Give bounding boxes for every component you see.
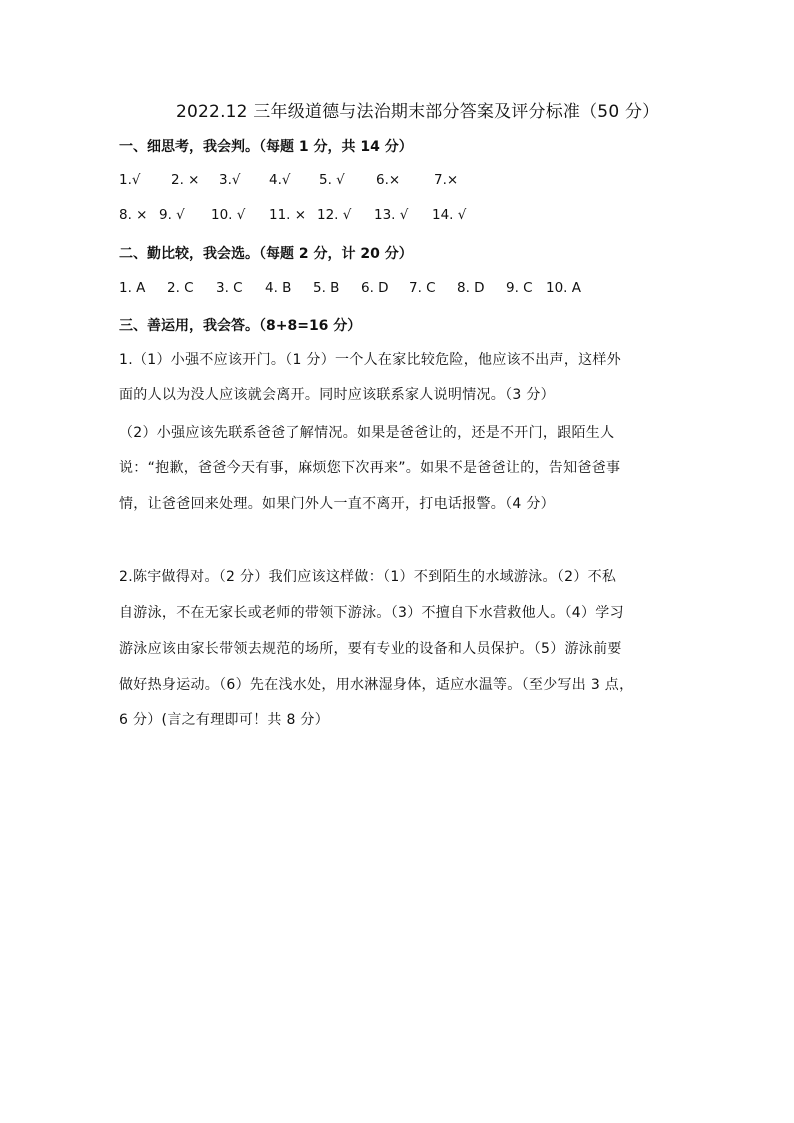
- answer-line: 6 分）(言之有理即可！共 8 分）: [119, 712, 330, 728]
- answer-item: 5. B: [313, 280, 340, 296]
- answer-item: 13. √: [374, 207, 409, 223]
- answer-item: 1. A: [119, 280, 146, 296]
- answer-item: 4.√: [269, 172, 291, 188]
- answer-line: 情，让爸爸回来处理。如果门外人一直不离开，打电话报警。（4 分）: [119, 496, 555, 512]
- answer-line: 面的人以为没人应该就会离开。同时应该联系家人说明情况。（3 分）: [119, 387, 555, 403]
- answer-item: 14. √: [432, 207, 467, 223]
- answer-item: 2. ×: [171, 172, 200, 188]
- page-title: 2022.12 三年级道德与法治期末部分答案及评分标准（50 分）: [176, 102, 660, 122]
- answer-item: 12. √: [317, 207, 352, 223]
- answer-line: 游泳应该由家长带领去规范的场所，要有专业的设备和人员保护。（5）游泳前要: [119, 641, 622, 657]
- answer-line: （2）小强应该先联系爸爸了解情况。如果是爸爸让的，还是不开门，跟陌生人: [119, 425, 615, 441]
- answer-item: 6. D: [361, 280, 389, 296]
- section3-heading: 三、善运用，我会答。（8+8=16 分）: [119, 318, 362, 334]
- answer-item: 3.√: [219, 172, 241, 188]
- answer-item: 9. C: [506, 280, 533, 296]
- answer-line: 自游泳，不在无家长或老师的带领下游泳。（3）不擅自下水营救他人。（4）学习: [119, 605, 624, 621]
- answer-item: 7.×: [434, 172, 459, 188]
- answer-item: 5. √: [319, 172, 345, 188]
- answer-item: 10. A: [546, 280, 581, 296]
- answer-item: 7. C: [409, 280, 436, 296]
- answer-item: 8. D: [457, 280, 485, 296]
- answer-line: 1.（1）小强不应该开门。（1 分）一个人在家比较危险，他应该不出声，这样外: [119, 352, 622, 368]
- answer-line: 2.陈宇做得对。（2 分）我们应该这样做：（1）不到陌生的水域游泳。（2）不私: [119, 569, 617, 585]
- section2-heading: 二、勤比较，我会选。（每题 2 分，计 20 分）: [119, 246, 413, 262]
- answer-item: 8. ×: [119, 207, 148, 223]
- answer-item: 10. √: [211, 207, 246, 223]
- section1-heading: 一、细思考，我会判。（每题 1 分，共 14 分）: [119, 139, 413, 155]
- answer-item: 9. √: [159, 207, 185, 223]
- answer-item: 6.×: [376, 172, 401, 188]
- answer-item: 4. B: [265, 280, 292, 296]
- answer-item: 3. C: [216, 280, 243, 296]
- answer-item: 1.√: [119, 172, 141, 188]
- answer-item: 2. C: [167, 280, 194, 296]
- answer-item: 11. ×: [269, 207, 307, 223]
- answer-line: 说：“抱歉，爸爸今天有事，麻烦您下次再来”。如果不是爸爸让的，告知爸爸事: [119, 460, 621, 476]
- answer-line: 做好热身运动。（6）先在浅水处，用水淋湿身体，适应水温等。（至少写出 3 点，: [119, 677, 634, 693]
